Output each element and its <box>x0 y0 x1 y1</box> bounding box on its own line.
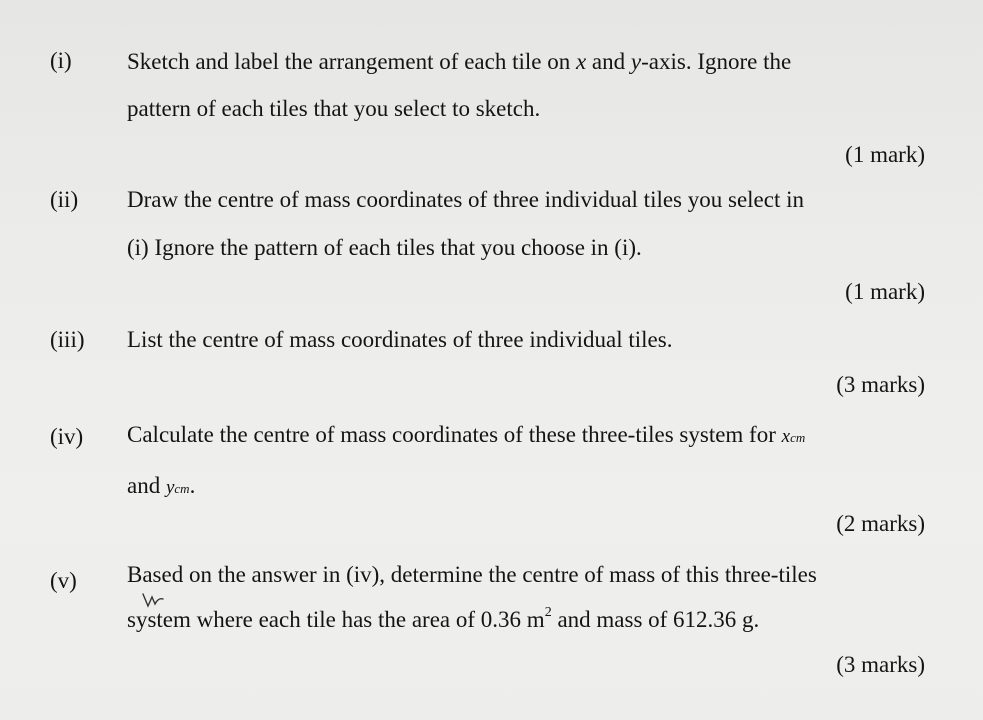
ycm-subscript: cm <box>174 481 190 496</box>
item-number-ii: (ii) <box>50 187 79 212</box>
item-v-line2 <box>127 606 759 634</box>
item-i-text-c: -axis. Ignore the <box>641 49 792 74</box>
item-ii-mark: (1 mark) <box>845 279 925 304</box>
item-number-v: (v) <box>50 568 77 593</box>
item-iv-text: Calculate the centre of mass coordinates of these three-tiles system for <box>127 422 782 447</box>
squared-superscript: 2 <box>544 605 552 621</box>
item-ii-line2: (i) Ignore the pattern of each tiles that you choose in (i). <box>127 235 642 260</box>
item-iv-line1 <box>127 421 805 452</box>
xcm-variable: x <box>781 426 791 447</box>
item-ii-line1: Draw the centre of mass coordinates of three individual tiles you select in <box>127 187 805 212</box>
item-iv-line2 <box>127 472 195 503</box>
item-iv-mark: (2 marks) <box>836 511 925 536</box>
item-i-text-a: Sketch and label the arrangement of each tile on <box>127 49 576 74</box>
item-i-text-b: and <box>586 49 631 74</box>
item-i-line1 <box>127 48 791 76</box>
ycm-variable: y <box>165 477 175 498</box>
xcm-subscript: cm <box>790 430 806 445</box>
item-number-iv: (iv) <box>50 424 84 449</box>
item-v-text-a: system where each tile has the area of 0.36 m <box>127 607 545 632</box>
y-variable: y <box>630 49 642 74</box>
item-v-line1: Based on the answer in (iv), determine the centre of mass of this three-tiles <box>127 562 817 587</box>
item-iv-period: . <box>189 473 196 498</box>
item-iv-and: and <box>127 473 166 498</box>
item-i-line2: pattern of each tiles that you select to sketch. <box>127 96 541 121</box>
item-number-iii: (iii) <box>50 327 85 352</box>
x-variable: x <box>575 49 587 74</box>
item-iii-mark: (3 marks) <box>836 372 925 397</box>
item-v-mark: (3 marks) <box>836 652 925 677</box>
item-iii-line1: List the centre of mass coordinates of three individual tiles. <box>127 327 673 352</box>
item-number-i: (i) <box>50 48 72 73</box>
item-i-mark: (1 mark) <box>845 142 925 167</box>
item-v-text-b: and mass of 612.36 g. <box>551 607 760 632</box>
